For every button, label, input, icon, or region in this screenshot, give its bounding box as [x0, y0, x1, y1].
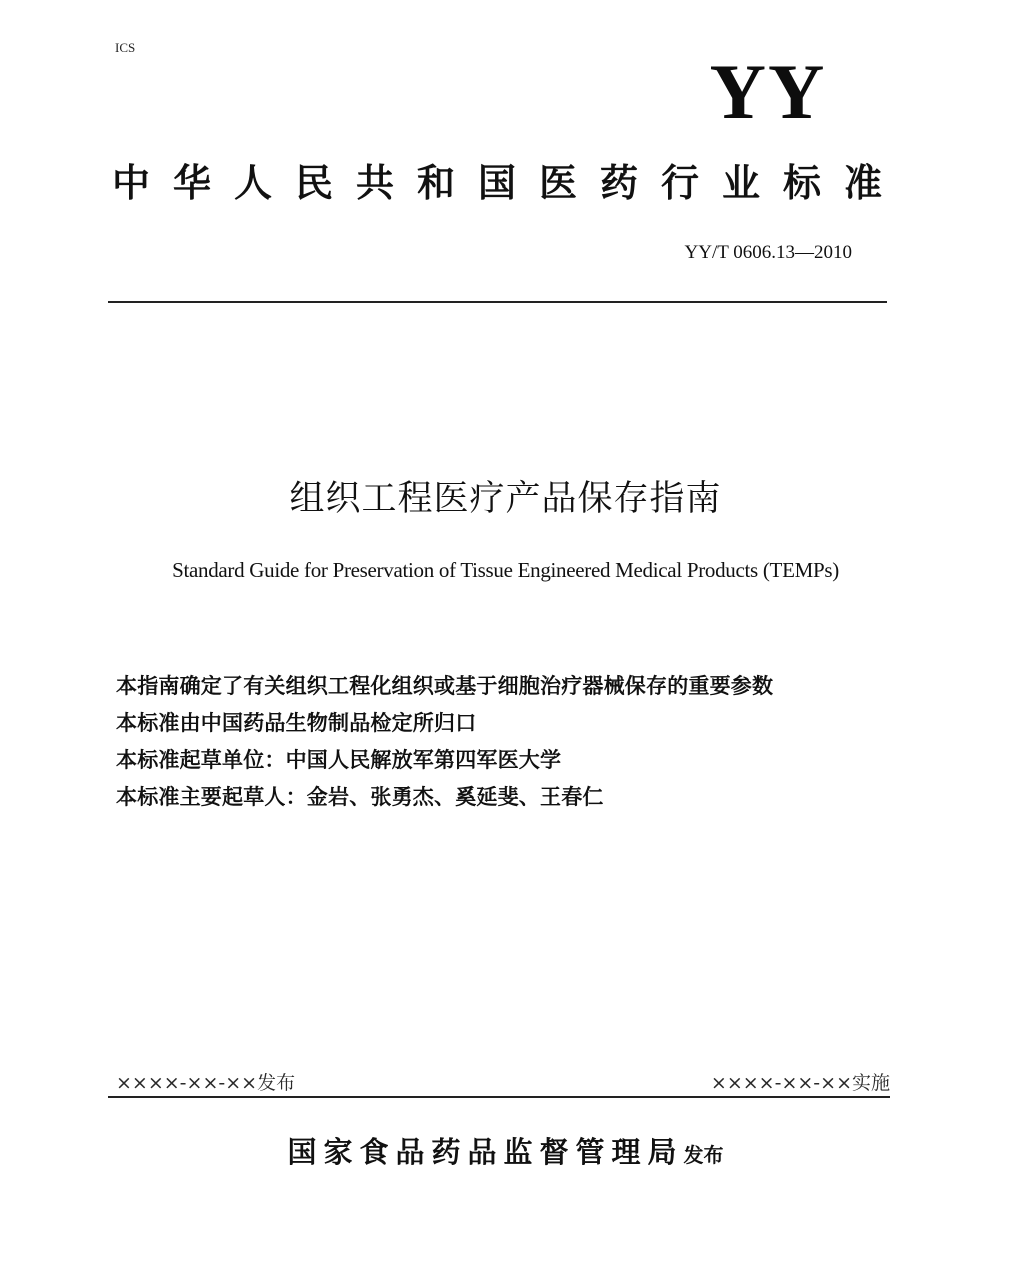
publisher-suffix: 发布 [683, 1143, 724, 1167]
standard-code: YY/T 0606.13—2010 [684, 242, 852, 263]
implementation-date: ××××-××-××实施 [710, 1072, 890, 1094]
info-line-scope: 本指南确定了有关组织工程化组织或基于细胞治疗器械保存的重要参数 [116, 674, 774, 698]
yy-logo: YY [709, 48, 827, 135]
publisher-name: 国家食品药品监督管理局 [287, 1135, 684, 1169]
document-info-block [116, 668, 773, 816]
publisher-block [0, 1130, 1011, 1171]
info-line-administered-by: 本标准由中国药品生物制品检定所归口 [116, 711, 477, 735]
ics-label: ICS [115, 40, 136, 55]
document-title-chinese: 组织工程医疗产品保存指南 [289, 479, 722, 519]
standard-category-title: 中华人民共和国医药行业标准 [112, 161, 906, 205]
footer-divider [108, 1096, 890, 1098]
release-date: ××××-××-××发布 [116, 1072, 296, 1094]
info-line-drafting-unit: 本标准起草单位：中国人民解放军第四军医大学 [116, 748, 562, 772]
info-line-drafters: 本标准主要起草人：金岩、张勇杰、奚延斐、王春仁 [116, 785, 604, 809]
document-title-english: Standard Guide for Preservation of Tissue Engineered Medical Products (TEMPs) [172, 558, 839, 582]
header-divider [108, 301, 887, 303]
